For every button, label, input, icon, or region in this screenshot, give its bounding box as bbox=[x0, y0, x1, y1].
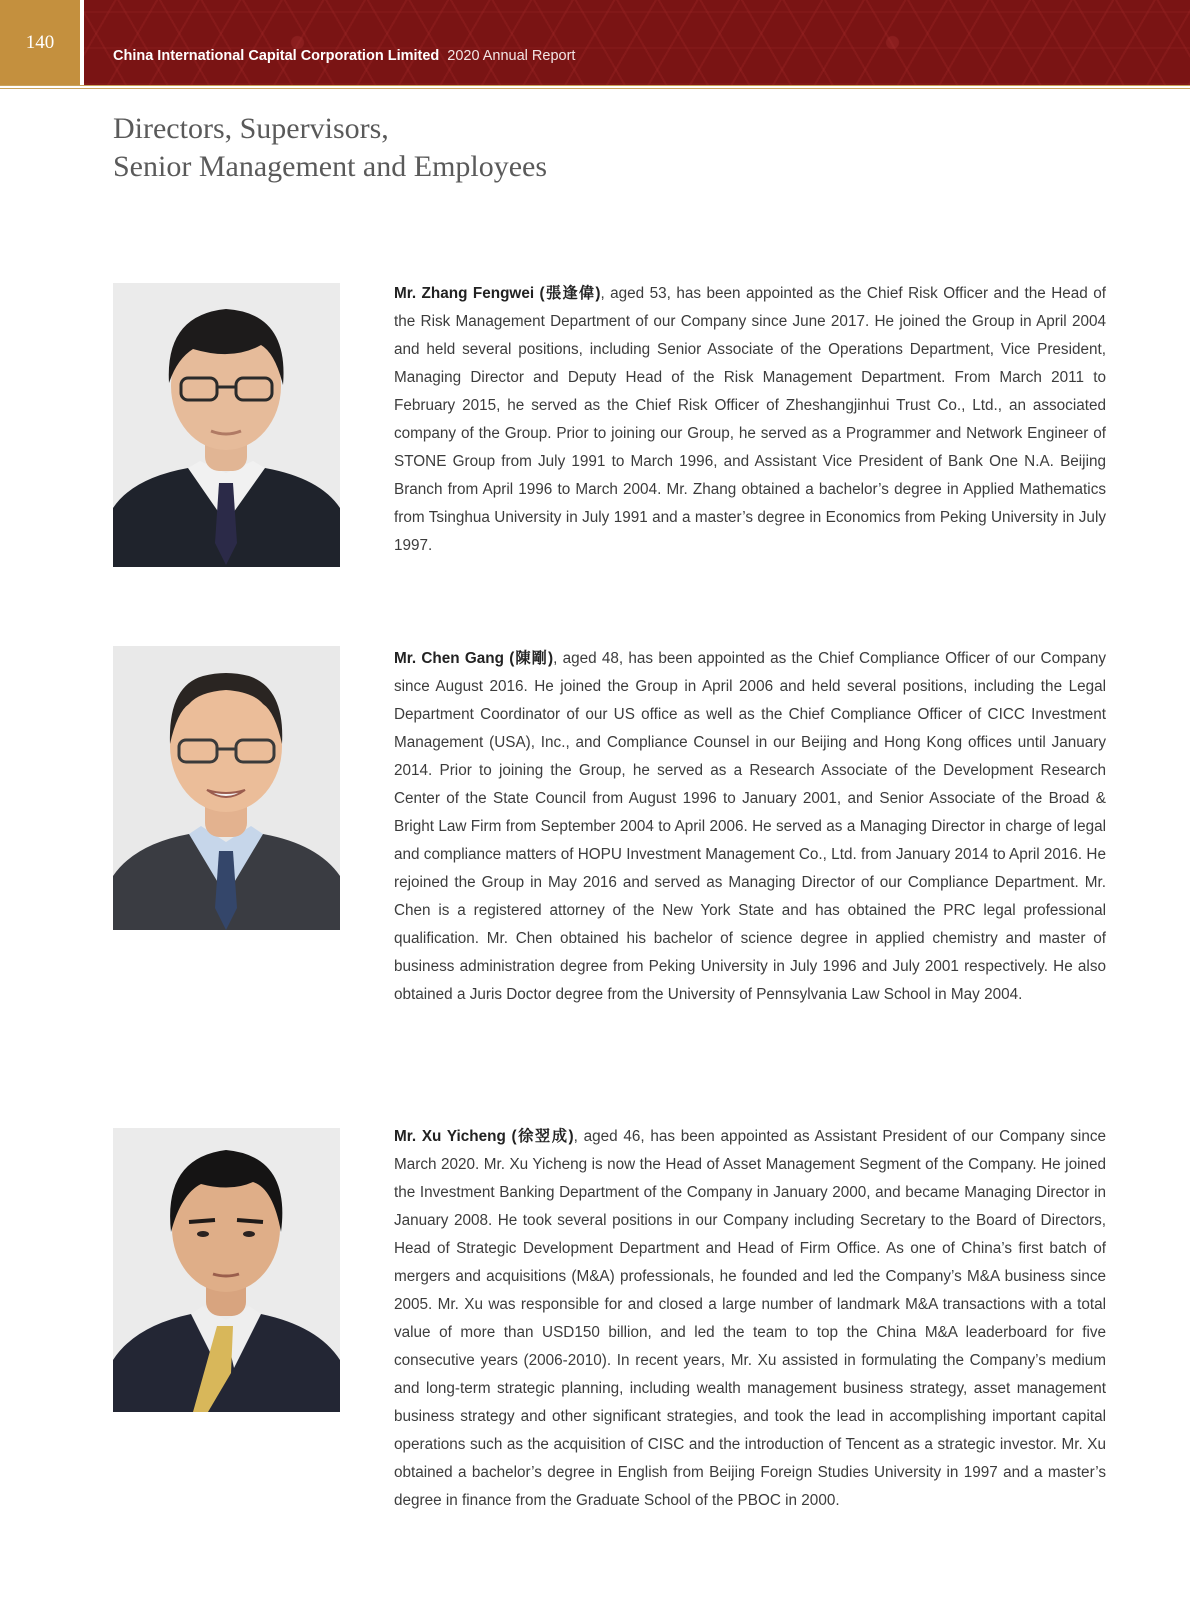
bio-text: , aged 46, has been appointed as Assistant President of our Company since March 2020. Mr. Xu Yicheng is now the Head of Asset Management Segment of the Company. He joined the Investment Banking Department of the Company in January 2000, and became Managing Director in January 2008. He took several positions in our Company including Secretary to the Board of Directors, Head of Strategic Development Department and Head of Firm Office. As one of China’s first batch of mergers and acquisitions (M&A) professionals, he founded and led the Company’s M&A business since 2005. Mr. Xu was responsible for and closed a large number of landmark M&A transactions with a total value of more than USD150 billion, and led the team to top the China M&A leaderboard for five consecutive years (2006-2010). In recent years, Mr. Xu assisted in formulating the Company’s medium and long-term strategic planning, including wealth management business strategy, asset management business strategy and other significant strategies, and took the lead in accomplishing important capital operations such as the acquisition of CISC and the introduction of Tencent as a strategic investor. Mr. Xu obtained a bachelor’s degree in English from Beijing Foreign Studies University in 1997 and a master’s degree in finance from the Graduate School of the PBOC in 2000. bbox=[394, 1128, 1106, 1509]
running-header bbox=[113, 48, 575, 64]
page-number-box bbox=[0, 0, 84, 85]
bio-text: , aged 53, has been appointed as the Chief Risk Officer and the Head of the Risk Management Department of our Company since June 2017. He joined the Group in April 2004 and held several positions, including Senior Associate of the Operations Department, Vice President, Managing Director and Deputy Head of the Risk Management Department. From March 2011 to February 2015, he served as the Chief Risk Officer of Zheshangjinhui Trust Co., Ltd., an associated company of the Group. Prior to joining our Group, he served as a Programmer and Network Engineer of STONE Group from July 1991 to March 1996, and Assistant Vice President of Bank One N.A. Beijing Branch from April 1996 to March 2004. Mr. Zhang obtained a bachelor’s degree in Applied Mathematics from Tsinghua University in July 1991 and a master’s degree in Economics from Peking University in July 1997. bbox=[394, 285, 1106, 554]
person-name: Mr. Chen Gang (陳剛) bbox=[394, 650, 554, 667]
bio-zhang-fengwei bbox=[394, 280, 1106, 560]
section-title-line2: Senior Management and Employees bbox=[113, 150, 548, 183]
bio-xu-yicheng bbox=[394, 1123, 1106, 1515]
portrait-chen-gang bbox=[113, 646, 340, 930]
bio-text: , aged 48, has been appointed as the Chief Compliance Officer of our Company since August 2016. He joined the Group in April 2006 and held several positions, including the Legal Department Coordinator of our US office as well as the Chief Compliance Officer of CICC Investment Management (USA), Inc., and Compliance Counsel in our Beijing and Hong Kong offices until January 2014. Prior to joining the Group, he served as a Research Associate of the Development Research Center of the State Council from August 1996 to January 2001, and Senior Associate of the Broad & Bright Law Firm from September 2004 to April 2006. He served as a Managing Director in charge of legal and compliance matters of HOPU Investment Management Co., Ltd. from January 2014 to April 2016. He rejoined the Group in May 2016 and served as Managing Director of our Compliance Department. Mr. Chen is a registered attorney of the New York State and has obtained the PRC legal professional qualification. Mr. Chen obtained his bachelor of science degree in applied chemistry and master of business administration degree from Peking University in July 1996 and July 2001 respectively. He also obtained a Juris Doctor degree from the University of Pennsylvania Law School in May 2004. bbox=[394, 650, 1106, 1003]
company-name: China International Capital Corporation Limited bbox=[113, 48, 440, 64]
header-banner bbox=[0, 0, 1190, 85]
bio-chen-gang bbox=[394, 645, 1106, 1009]
page-number: 140 bbox=[25, 31, 55, 53]
person-name: Mr. Xu Yicheng (徐翌成) bbox=[394, 1128, 574, 1145]
report-name: 2020 Annual Report bbox=[447, 48, 576, 64]
person-name: Mr. Zhang Fengwei (張逢偉) bbox=[394, 285, 601, 302]
portrait-zhang-fengwei bbox=[113, 283, 340, 567]
section-title-line1: Directors, Supervisors, bbox=[113, 112, 389, 145]
header-divider bbox=[0, 85, 1190, 89]
section-title bbox=[113, 110, 547, 186]
portrait-xu-yicheng bbox=[113, 1128, 340, 1412]
